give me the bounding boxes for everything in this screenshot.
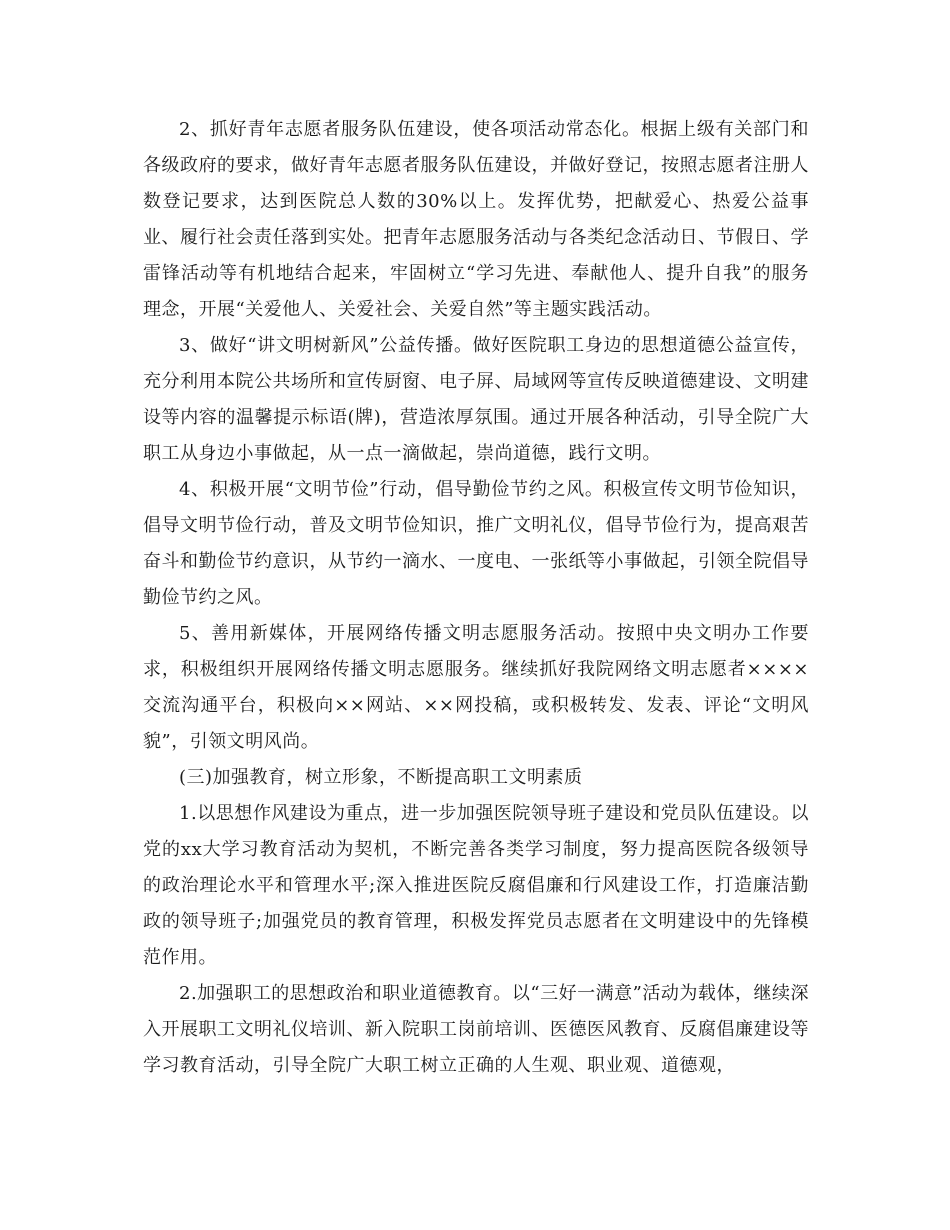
section-heading-education: (三)加强教育，树立形象，不断提高职工文明素质: [179, 767, 583, 788]
document-body: [143, 112, 809, 1084]
paragraph-new-media: 5、善用新媒体，开展网络传播文明志愿服务活动。按照中央文明办工作要求，积极组织开展网络传播文明志愿服务。继续抓好我院网络文明志愿者××××交流沟通平台，积极向××网站、××网投稿，或积极转发、发表、评论“文明风貌”，引领文明风尚。: [143, 623, 809, 752]
paragraph-thrift-campaign: 4、积极开展“文明节俭”行动，倡导勤俭节约之风。积极宣传文明节俭知识，倡导文明节俭行动，普及文明节俭知识，推广文明礼仪，倡导节俭行为，提高艰苦奋斗和勤俭节约意识，从节约一滴水、一度电、一张纸等小事做起，引领全院倡导勤俭节约之风。: [143, 479, 809, 608]
paragraph-leadership-building: 1.以思想作风建设为重点，进一步加强医院领导班子建设和党员队伍建设。以党的xx大学习教育活动为契机，不断完善各类学习制度，努力提高医院各级领导的政治理论水平和管理水平;深入推进医院反腐倡廉和行风建设工作，打造廉洁勤政的领导班子;加强党员的教育管理，积极发挥党员志愿者在文明建设中的先锋模范作用。: [143, 803, 809, 968]
paragraph-volunteer-team: 2、抓好青年志愿者服务队伍建设，使各项活动常态化。根据上级有关部门和各级政府的要求，做好青年志愿者服务队伍建设，并做好登记，按照志愿者注册人数登记要求，达到医院总人数的30%以上。发挥优势，把献爱心、热爱公益事业、履行社会责任落到实处。把青年志愿服务活动与各类纪念活动日、节假日、学雷锋活动等有机地结合起来，牢固树立“学习先进、奉献他人、提升自我”的服务理念，开展“关爱他人、关爱社会、关爱自然”等主题实践活动。: [143, 119, 809, 320]
paragraph-public-promotion: 3、做好“讲文明树新风”公益传播。做好医院职工身边的思想道德公益宣传，充分利用本院公共场所和宣传厨窗、电子屏、局域网等宣传反映道德建设、文明建设等内容的温馨提示标语(牌)，营造浓厚氛围。通过开展各种活动，引导全院广大职工从身边小事做起，从一点一滴做起，崇尚道德，践行文明。: [143, 335, 809, 464]
paragraph-ethics-education: 2.加强职工的思想政治和职业道德教育。以“三好一满意”活动为载体，继续深入开展职工文明礼仪培训、新入院职工岗前培训、医德医风教育、反腐倡廉建设等学习教育活动，引导全院广大职工树立正确的人生观、职业观、道德观，: [143, 983, 809, 1076]
